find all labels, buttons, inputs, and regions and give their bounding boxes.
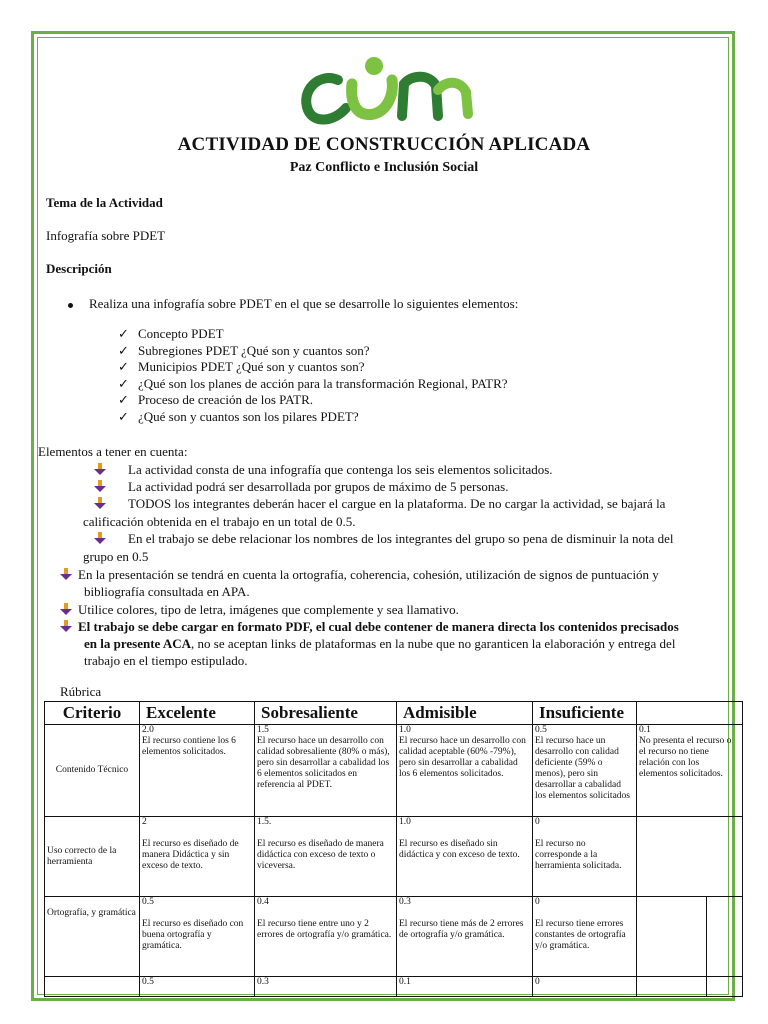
table-cell-empty (637, 817, 743, 897)
table-row (45, 725, 743, 817)
list-item: ✓ Concepto PDET (118, 326, 224, 341)
tema-heading: Tema de la Actividad (46, 195, 163, 210)
col-header: Sobresaliente (255, 702, 397, 725)
checkmark-icon: ✓ (118, 375, 129, 391)
table-cell: 1.5. El recurso es diseñado de manera didáctica con exceso de texto o viceversa. (255, 817, 397, 897)
list-item-continuation: trabajo en el tiempo estipulado. (84, 653, 248, 668)
cun-logo (290, 50, 480, 130)
table-cell: 2 El recurso es diseñado de manera Didáctica y sin exceso de texto. (140, 817, 255, 897)
list-item: La actividad consta de una infografía que contenga los seis elementos solicitados. (94, 461, 553, 478)
table-row (45, 817, 743, 897)
table-cell: 0.3 El recurso tiene más de 2 errores de ortografía y/o gramática. (397, 897, 533, 977)
table-cell: 0.3 (255, 977, 397, 997)
table-header-row (45, 702, 743, 725)
table-cell-empty (707, 977, 743, 997)
list-item-continuation: en la presente ACA, no se aceptan links de plataformas en la nube que no garanticen la elaboración y entrega del (84, 636, 676, 651)
arrow-down-icon (94, 463, 106, 475)
table-cell: 1.0 El recurso es diseñado sin didáctica y con exceso de texto. (397, 817, 533, 897)
table-cell: 0 El recurso no corresponde a la herramienta solicitada. (533, 817, 637, 897)
table-row (45, 977, 743, 997)
row-criterio: Uso correcto de la herramienta (45, 817, 140, 897)
table-cell: 0.5 (140, 977, 255, 997)
list-item: La actividad podrá ser desarrollada por grupos de máximo de 5 personas. (94, 478, 509, 495)
checkmark-icon: ✓ (118, 326, 129, 341)
rubric-table (44, 701, 743, 997)
col-header: Insuficiente (533, 702, 637, 725)
table-cell: 0.1 (397, 977, 533, 997)
table-cell: 2.0 El recurso contiene los 6 elementos solicitados. (140, 725, 255, 817)
list-item: ✓ Municipios PDET ¿Qué son y cuantos son? (118, 359, 365, 375)
arrow-down-icon (94, 497, 106, 509)
page-subtitle: Paz Conflicto e Inclusión Social (289, 160, 479, 175)
checkmark-icon: ✓ (118, 408, 129, 424)
table-cell: 0.1 No presenta el recurso o el recurso no tiene relación con los elementos solicitados. (637, 725, 743, 817)
check-list (118, 326, 508, 426)
elementos-heading: Elementos a tener en cuenta: (38, 444, 188, 459)
list-item: ✓ ¿Qué son y cuantos son los pilares PDET? (118, 408, 359, 424)
col-header-empty (637, 702, 743, 725)
col-header: Excelente (140, 702, 255, 725)
list-item: En el trabajo se debe relacionar los nombres de los integrantes del grupo so pena de disminuir la nota del (94, 530, 673, 547)
bullet-text: Realiza una infografía sobre PDET en el que se desarrolle lo siguientes elementos: (89, 296, 519, 311)
list-item: ✓ ¿Qué son los planes de acción para la transformación Regional, PATR? (118, 375, 508, 391)
arrow-down-icon (60, 603, 72, 615)
table-cell: 0 (533, 977, 637, 997)
table-cell: 0.5 El recurso hace un desarrollo con calidad deficiente (59% o menos), pero sin desarrollar a cabalidad los elementos solicitados (533, 725, 637, 817)
row-criterio (45, 977, 140, 997)
checkmark-icon: ✓ (118, 342, 129, 358)
arrow-down-icon (60, 620, 72, 632)
table-cell: 0 El recurso tiene errores constantes de ortografía y/o gramática. (533, 897, 637, 977)
table-cell: 0.5 El recurso es diseñado con buena ortografía y gramática. (140, 897, 255, 977)
page-title: ACTIVIDAD DE CONSTRUCCIÓN APLICADA (177, 134, 591, 155)
list-item: En la presentación se tendrá en cuenta la ortografía, coherencia, cohesión, utilización de signos de puntuación y (60, 566, 659, 583)
col-header: Admisible (397, 702, 533, 725)
checkmark-icon: ✓ (118, 359, 129, 375)
list-item-continuation: grupo en 0.5 (83, 549, 149, 564)
table-cell: 1.5 El recurso hace un desarrollo con calidad sobresaliente (80% o más), pero sin desarrollar a cabalidad los 6 elementos solicitados en referencia al PDET. (255, 725, 397, 817)
arrow-down-icon (94, 480, 106, 492)
table-cell-empty (637, 897, 707, 977)
row-criterio: Contenido Técnico (45, 725, 140, 817)
list-item: ✓ Subregiones PDET ¿Qué son y cuantos son? (118, 342, 370, 358)
list-item-continuation: calificación obtenida en el trabajo en un total de 0.5. (83, 514, 356, 529)
descripcion-heading: Descripción (46, 261, 112, 276)
list-item: El trabajo se debe cargar en formato PDF, el cual debe contener de manera directa los contenidos precisados (60, 618, 679, 635)
list-item-continuation: bibliografía consultada en APA. (84, 584, 250, 599)
list-item: Utilice colores, tipo de letra, imágenes que complemente y sea llamativo. (60, 601, 459, 618)
list-item: TODOS los integrantes deberán hacer el cargue en la plataforma. De no cargar la actividad, se bajará la (94, 495, 665, 512)
table-cell-empty (637, 977, 707, 997)
arrow-down-icon (60, 568, 72, 580)
tema-value: Infografía sobre PDET (46, 228, 166, 243)
row-criterio: Ortografía, y gramática (45, 897, 140, 977)
arrow-down-icon (94, 532, 106, 544)
list-item: ✓ Proceso de creación de los PATR. (118, 392, 313, 408)
bullet-dot-icon (68, 303, 73, 308)
checkmark-icon: ✓ (118, 392, 129, 408)
table-cell: 1.0 El recurso hace un desarrollo con calidad aceptable (60% -79%), pero sin desarrollar a cabalidad los 6 elementos solicitados. (397, 725, 533, 817)
col-header: Criterio (45, 702, 140, 725)
table-cell-empty (707, 897, 743, 977)
rubrica-label: Rúbrica (60, 684, 102, 699)
table-row (45, 897, 743, 977)
table-cell: 0.4 El recurso tiene entre uno y 2 errores de ortografía y/o gramática. (255, 897, 397, 977)
description-bullet (68, 296, 518, 312)
